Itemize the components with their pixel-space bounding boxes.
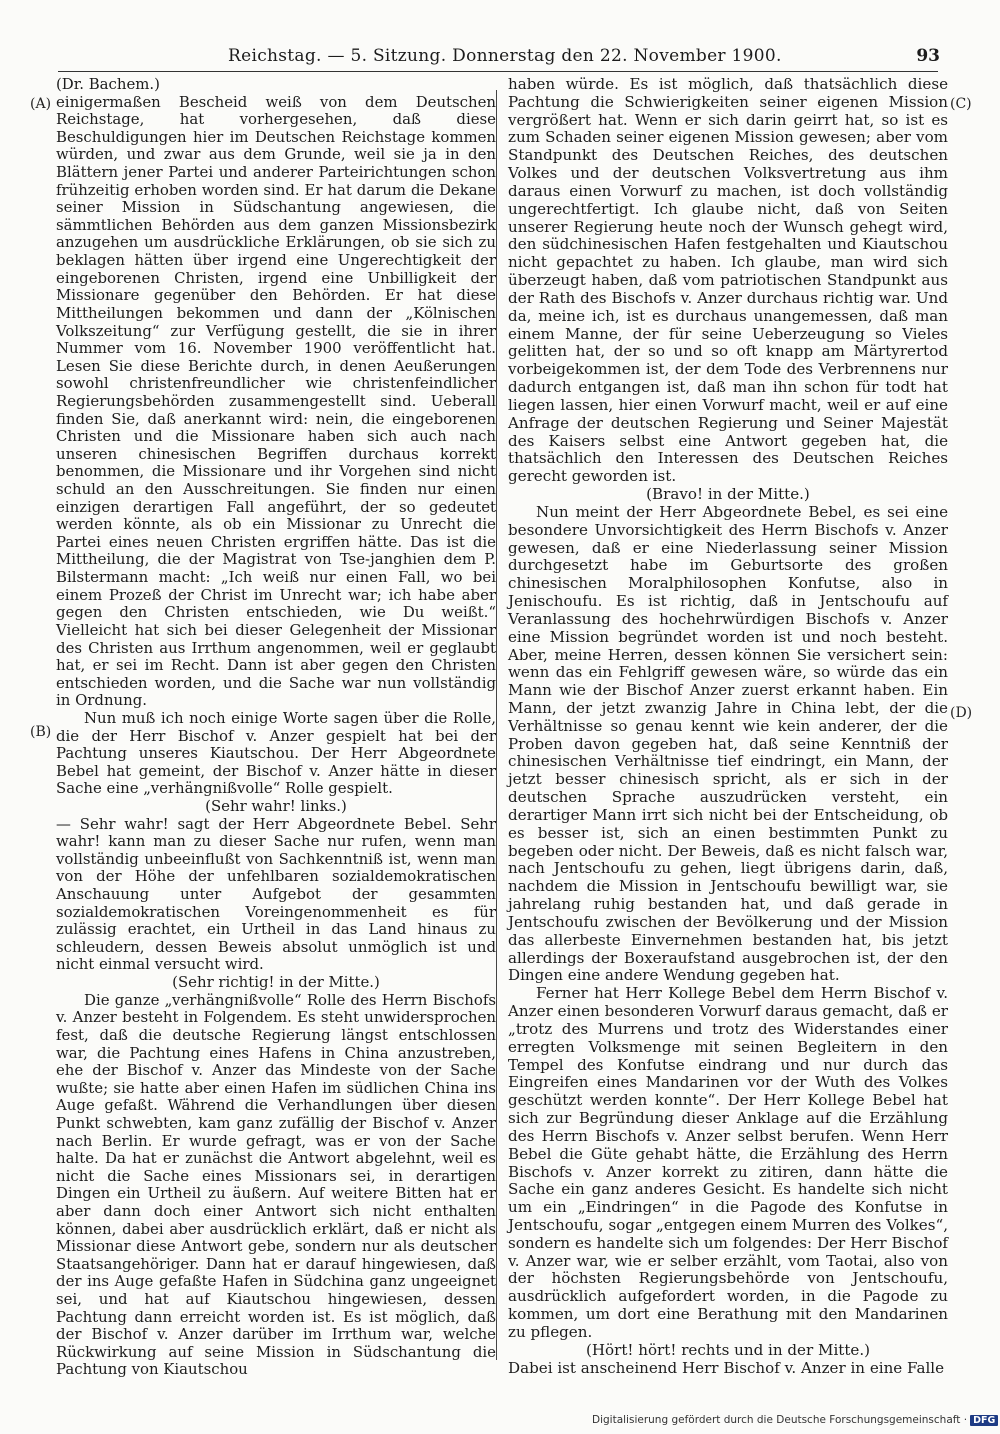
left-column xyxy=(56,76,496,1379)
paragraph: einigermaßen Bescheid weiß von dem Deutschen Reichstage, hat vorhergesehen, daß diese Beschuldigungen hier im Deutschen Reichstage kommen würden, und zwar aus dem Grunde, weil sie ja in den Blättern jener Partei und anderer Parteirichtungen schon frühzeitig erhoben worden sind. Er hat darum die Dekane seiner Mission in Südschantung angewiesen, die sämmtlichen Behörden aus dem ganzen Missionsbezirk anzugehen um ausdrückliche Erklärungen, ob sie sich zu beklagen hätten über irgend eine Ungerechtigkeit der eingeborenen Christen, irgend eine Unbilligkeit der Missionare gegenüber den Behörden. Er hat diese Mittheilungen bekommen und dann der „Kölnischen Volkszeitung“ zur Verfügung gestellt, die sie in ihrer Nummer vom 16. November 1900 veröffentlicht hat. Lesen Sie diese Berichte durch, in denen Aeußerungen sowohl christenfreundlicher wie christenfeindlicher Regierungsbehörden zusammengestellt sind. Ueberall finden Sie, daß anerkannt wird: nein, die eingeborenen Christen und die Missionare haben sich auch nach unseren chinesischen Begriffen durchaus korrekt benommen, die Missionare und ihr Vorgehen sind nicht schuld an den Ausschreitungen. Sie finden nur einen einzigen derartigen Fall angeführt, der so gedeutet werden könnte, als ob ein Missionar zu Unrecht die Partei eines neuen Christen ergriffen hätte. Das ist die Mittheilung, die der Magistrat von Tse-janghien dem P. Bilstermann macht: „Ich weiß nur einen Fall, wo bei einem Prozeß der Christ im Unrecht war; ich habe aber gegen den Christen entschieden, wie Du weißt.“ Vielleicht hat sich bei dieser Gelegenheit der Missionar des Christen aus Irrthum angenommen, weil er geglaubt hat, er sei im Recht. Dann ist aber gegen den Christen entschieden worden, und die Sache war nun vollständig in Ordnung. xyxy=(56,92,496,710)
dfg-logo: DFG xyxy=(970,1415,998,1426)
speaker-label: (Dr. Bachem.) xyxy=(56,75,160,93)
paragraph: Die ganze „verhängnißvolle“ Rolle des Herrn Bischofs v. Anzer besteht in Folgendem. Es steht unwidersprochen fest, daß die deutsche Regierung längst entschlossen war, die Pachtung eines Hafens in China anzustreben, ehe der Bischof v. Anzer das Mindeste von der Sache wußte; sie hatte aber einen Hafen im südlichen China ins Auge gefaßt. Während die Verhandlungen über diesen Punkt schwebten, kam ganz zufällig der Bischof v. Anzer nach Berlin. Er wurde gefragt, was er von der Sache halte. Da hat er zunächst die Antwort abgelehnt, weil es nicht die Sache eines Missionars sei, in derartigen Dingen ein Urtheil zu äußern. Auf weitere Bitten hat er aber dann doch einer Antwort sich nicht enthalten können, dabei aber ausdrücklich erklärt, daß er nicht als Missionar diese Antwort gebe, sondern nur als deutscher Staatsangehöriger. Dann hat er darauf hingewiesen, daß der ins Auge gefaßte Hafen in Südchina ganz ungeeignet sei, und hat auf Kiautschou hingewiesen, dessen Pachtung dann erreicht worden ist. Es ist möglich, daß der Bischof v. Anzer darüber im Irrthum war, welche Rückwirkung auf seine Mission in Südschantung die Pachtung von Kiautschou xyxy=(56,990,496,1379)
paragraph: — Sehr wahr! sagt der Herr Abgeordnete Bebel. Sehr wahr! kann man zu dieser Sache nur rufen, wenn man vollständig unbeeinflußt von Sachkenntniß ist, wenn man von der Höhe der unfehlbaren sozialdemokratischen Anschauung unter Aufgebot der gesammten sozialdemokratischen Voreingenommenheit es für zulässig erachtet, ein Urtheil in das Land hinaus zu schleudern, dessen Beweis absolut unmöglich ist und nicht einmal versucht wird. xyxy=(56,814,496,974)
header-rule xyxy=(58,71,938,72)
interjection: (Bravo! in der Mitte.) xyxy=(646,485,810,504)
margin-marker-d: (D) xyxy=(950,705,973,721)
running-title: Reichstag. — 5. Sitzung. Donnerstag den 22. November 1900. xyxy=(228,46,782,66)
paragraph: haben würde. Es ist möglich, daß thatsächlich diese Pachtung die Schwierigkeiten seiner eigenen Mission vergrößert hat. Wenn er sich darin geirrt hat, so ist es zum Schaden seiner eigenen Mission gewesen; aber vom Standpunkt des Deutschen Reiches, des deutschen Volkes und der deutschen Volksvertretung aus ihm daraus einen Vorwurf zu machen, ist doch vollständig ungerechtfertigt. Ich glaube nicht, daß von Seiten unserer Regierung heute noch der Wunsch gehegt wird, den südchinesischen Hafen festgehalten und Kiautschou nicht gepachtet zu haben. Ich glaube, man wird sich überzeugt haben, daß vom patriotischen Standpunkt aus der Rath des Bischofs v. Anzer durchaus richtig war. Und da, meine ich, ist es durchaus unangemessen, daß man einem Manne, der für seine Ueberzeugung so Vieles gelitten hat, der so und so oft knapp am Märtyrertod vorbeigekommen ist, der dem Tode des Verbrennens nur dadurch entgangen ist, daß man ihn schon für todt hat liegen lassen, hier einen Vorwurf macht, weil er auf eine Anfrage der deutschen Regierung und Seiner Majestät des Kaisers selbst eine Antwort gegeben hat, die thatsächlich den Interessen des Deutschen Reiches gerecht geworden ist. xyxy=(508,75,948,486)
right-column xyxy=(508,76,948,1377)
paragraph: Ferner hat Herr Kollege Bebel dem Herrn Bischof v. Anzer einen besonderen Vorwurf daraus gemacht, daß er „trotz des Murrens und trotz des Widerstandes einer erregten Volksmenge mit seinen Begleitern in den Tempel des Konfutse eindrang und nur durch das Eingreifen eines Mandarinen vor der Wuth des Volkes geschützt werden konnte“. Der Herr Kollege Bebel hat sich zur Begründung dieser Anklage auf die Erzählung des Herrn Bischofs v. Anzer selbst berufen. Wenn Herr Bebel die Güte gehabt hätte, die Erzählung des Herrn Bischofs v. Anzer korrekt zu zitiren, dann hätte die Sache ein ganz anderes Gesicht. Es handelte sich nicht um ein „Eindringen“ in die Pagode des Konfutse in Jentschoufu, sogar „entgegen einem Murren des Volkes“, sondern es handelte sich um folgendes: Der Herr Bischof v. Anzer war, wie er selber erzählt, vom Taotai, also von der höchsten Regierungsbehörde von Jentschoufu, ausdrücklich aufgefordert worden, in die Pagode zu kommen, um dort eine Berathung mit den Mandarinen zu pflegen. xyxy=(508,984,948,1341)
paragraph: Dabei ist anscheinend Herr Bischof v. Anzer in eine Falle xyxy=(508,1358,945,1377)
column-divider xyxy=(496,90,497,1360)
paragraph: Nun muß ich noch einige Worte sagen über die Rolle, die der Herr Bischof v. Anzer gespielt hat bei der Pachtung unseres Kiautschou. Der Herr Abgeordnete Bebel hat gemeint, der Bischof v. Anzer hätte in dieser Sache eine „verhängnißvolle“ Rolle gespielt. xyxy=(56,708,496,798)
margin-marker-c: (C) xyxy=(950,96,972,112)
footer-text: Digitalisierung gefördert durch die Deutsche Forschungsgemeinschaft · xyxy=(592,1414,968,1426)
footer-credit xyxy=(592,1414,998,1426)
page-header xyxy=(60,46,940,72)
interjection: (Sehr richtig! in der Mitte.) xyxy=(172,973,380,992)
paragraph: Nun meint der Herr Abgeordnete Bebel, es sei eine besondere Unvorsichtigkeit des Herrn Bischofs v. Anzer gewesen, daß er eine Niederlassung seiner Mission durchgesetzt habe im Geburtsorte des großen chinesischen Moralphilosophen Konfutse, also in Jenischoufu. Es ist richtig, daß in Jentschoufu auf Veranlassung des hochehrwürdigen Bischofs v. Anzer eine Mission begründet worden ist und noch besteht. Aber, meine Herren, dessen können Sie versichert sein: wenn das ein Fehlgriff gewesen wäre, so würde das ein Mann wie der Bischof Anzer zuerst erkannt haben. Ein Mann, der jetzt zwanzig Jahre in China lebt, der die Verhältnisse so genau kennt wie kein anderer, der die Proben davon gegeben hat, daß seine Kenntniß der chinesischen Verhältnisse tief eindringt, ein Mann, der jetzt besser chinesisch spricht, als er sich in der deutschen Sprache auszudrücken versteht, ein derartiger Mann irrt sich nicht bei der Entscheidung, ob es besser ist, sich an einen bestimmten Punkt zu begeben oder nicht. Der Beweis, daß es nicht falsch war, nach Jentschoufu zu gehen, liegt übrigens darin, daß, nachdem die Mission in Jentschoufu bewilligt war, sie jahrelang ruhig bestanden hat, und daß gerade in Jentschoufu zwischen der Bevölkerung und der Mission das allerbeste Einvernehmen bestanden hat, bis jetzt allerdings der Boxeraufstand ausgebrochen ist, der den Dingen eine andere Wendung gegeben hat. xyxy=(508,502,948,985)
margin-marker-b: (B) xyxy=(30,724,52,740)
page-number: 93 xyxy=(916,46,940,66)
interjection: (Sehr wahr! links.) xyxy=(205,796,347,815)
interjection: (Hört! hört! rechts und in der Mitte.) xyxy=(585,1340,871,1359)
margin-marker-a: (A) xyxy=(30,96,52,112)
